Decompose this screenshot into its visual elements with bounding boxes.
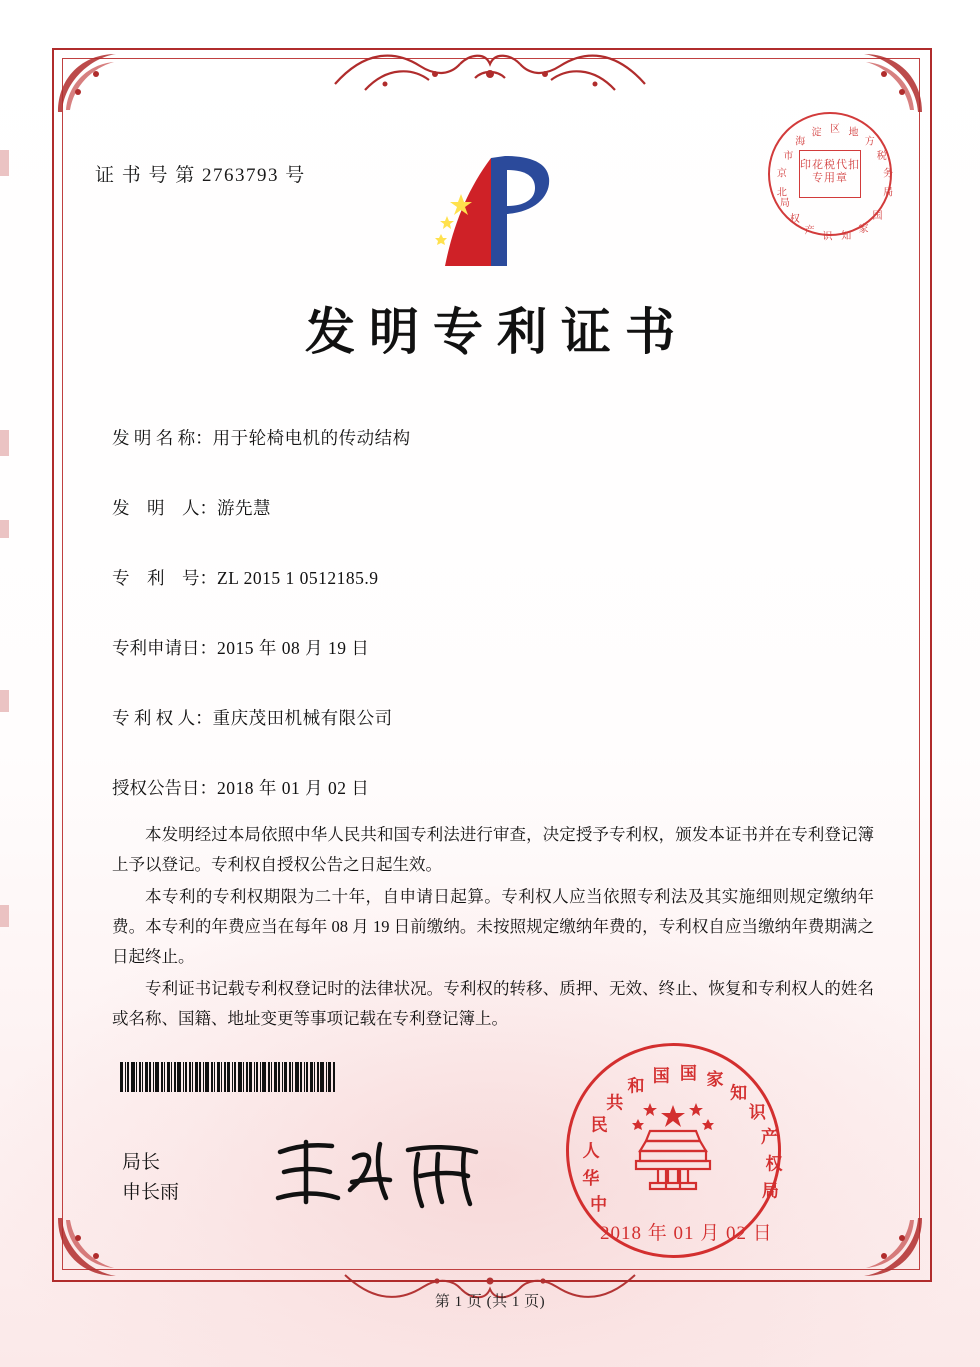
stamp-center-text: 印花税代扣专用章: [799, 150, 861, 198]
sipo-logo-icon: [395, 148, 585, 274]
field-label: 专 利 号：: [112, 568, 217, 588]
page-footer: 第 1 页 (共 1 页): [434, 1294, 546, 1310]
field-value: 游先慧: [217, 498, 271, 518]
certificate-number: 证 书 号 第 2763793 号: [95, 165, 306, 186]
header-ornament-icon: [325, 44, 655, 106]
signature-block: [122, 1148, 179, 1208]
paragraph: 本专利的专利权期限为二十年，自申请日起算。专利权人应当依照专利法及其实施细则规定缴纳年费。本专利的年费应当在每年 08 月 19 日前缴纳。未按照规定缴纳年费的，专利权自应当缴纳年费期满之日起终止。: [112, 887, 874, 966]
paragraph: 本发明经过本局依照中华人民共和国专利法进行审查，决定授予专利权，颁发本证书并在专利登记簿上予以登记。专利权自授权公告之日起生效。: [112, 825, 874, 874]
scan-edge-mark: [0, 905, 9, 927]
seal-text: 中 华 人 民 共 和 国 国 家 知 识 产 权 局: [582, 1063, 783, 1214]
scan-edge-mark: [0, 520, 9, 538]
paragraph: 专利证书记载专利权登记时的法律状况。专利权的转移、质押、无效、终止、恢复和专利权人的姓名或名称、国籍、地址变更等事项记载在专利登记簿上。: [112, 979, 874, 1028]
body-text: [112, 820, 874, 1036]
field-grant-date: [112, 775, 872, 800]
scan-edge-mark: [0, 690, 9, 712]
stamp-arc-text: 北 京 市 海 淀 区 地 方 税 务 局 国 家 知 识 产 权 局: [776, 124, 894, 243]
field-label: 专利申请日：: [112, 638, 217, 658]
field-inventor: [112, 495, 872, 520]
scan-edge-mark: [0, 430, 9, 456]
tax-stamp: [768, 112, 894, 243]
field-label: 发 明 名 称：: [112, 428, 213, 448]
field-label: 授权公告日：: [112, 778, 217, 798]
field-patent-number: [112, 565, 872, 590]
field-value: 2018 年 01 月 02 日: [217, 778, 370, 798]
field-value: ZL 2015 1 0512185.9: [217, 568, 379, 588]
barcode: [120, 1062, 378, 1092]
field-invention-name: [112, 425, 872, 450]
handwritten-signature-icon: [268, 1128, 508, 1218]
scan-edge-mark: [0, 150, 9, 176]
field-value: 用于轮椅电机的传动结构: [212, 428, 411, 448]
director-label: 局长: [122, 1152, 161, 1173]
field-patentee: [112, 705, 872, 730]
director-name: 申长雨: [122, 1182, 180, 1203]
field-value: 2015 年 08 月 19 日: [217, 638, 370, 658]
field-label: 发 明 人：: [112, 498, 217, 518]
seal-date: 2018 年 01 月 02 日: [600, 1223, 773, 1244]
page-title: 发明专利证书: [305, 302, 689, 361]
field-value: 重庆茂田机械有限公司: [212, 708, 393, 728]
field-label: 专 利 权 人：: [112, 708, 213, 728]
field-list: [112, 425, 872, 845]
field-application-date: [112, 635, 872, 660]
